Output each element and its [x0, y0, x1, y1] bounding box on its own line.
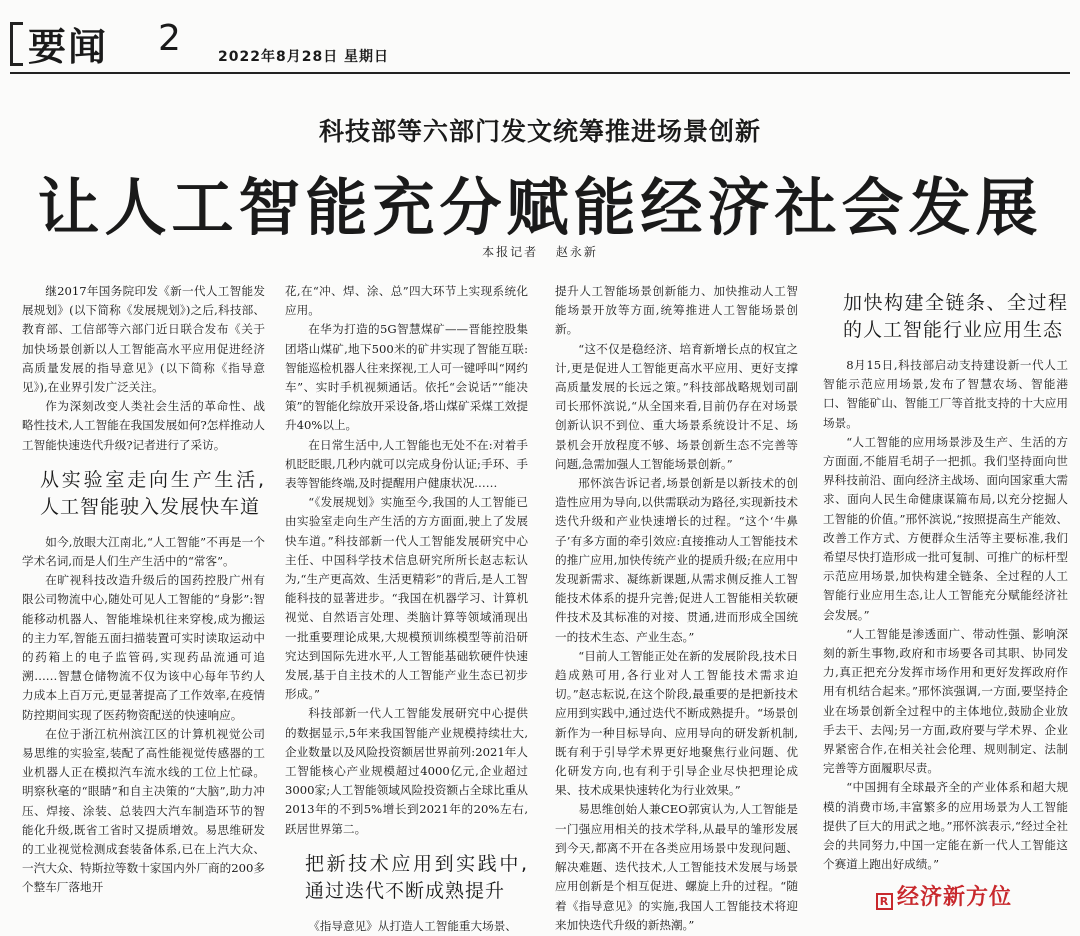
- article-column-2: [285, 282, 528, 933]
- paragraph: “目前人工智能正处在新的发展阶段,技术日趋成熟可用,各行业对人工智能技术需求迫切。”赵志耘说,在这个阶段,最重要的是把新技术应用到实践中,通过迭代不断成熟提升。“场景创新作为一种目标导向、应用导向的研发新机制,既有利于引导学术界更好地聚焦行业问题、优化研发方向,也有利于引导企业尽快把理论成果、技术成果快速转化为行业效果。”: [555, 648, 798, 798]
- masthead: [10, 16, 1070, 74]
- paragraph: 在旷视科技改造升级后的国药控股广州有限公司物流中心,随处可见人工智能的“身影”:智能移动机器人、智能堆垛机往来穿梭,成为搬运的主力军,智能五面扫描装置可实时读取运动中的药箱上的电子监管码,实现药品流通可追溯……智慧仓储物流不仅为该中心每年节约人力成本上百万元,更显著提高了工作效率,在疫情防控期间实现了医药物资配送的快速响应。: [22, 573, 265, 722]
- paragraph: “人工智能是渗透面广、带动性强、影响深刻的新生事物,政府和市场要各司其职、协同发力,真正把充分发挥市场作用和更好发挥政府作用有机结合起来。”邢怀滨强调,一方面,要坚持企业在场景创新全过程中的主体地位,鼓励企业放手去干、去闯;另一方面,政府要与学术界、企业界紧密合作,在相关社会伦理、规则制定、法制完善等方面履职尽责。: [823, 626, 1068, 776]
- article-kicker: 科技部等六部门发文统筹推进场景创新: [318, 117, 761, 146]
- paragraph: “这不仅是稳经济、培育新增长点的权宜之计,更是促进人工智能更高水平应用、更好支撑高质量发展的长远之策。”科技部战略规划司副司长邢怀滨说,“从全国来看,目前仍存在对场景创新认识不到位、重大场景系统设计不足、场景机会开放程度不够、场景创新生态不完善等问题,急需加强人工智能场景创新。”: [555, 341, 798, 471]
- masthead-bracket: [10, 22, 23, 66]
- section-name: 要闻: [28, 25, 109, 69]
- paragraph: 在日常生活中,人工智能也无处不在:对着手机眨眨眼,几秒内就可以完成身份认证;手环、手表等智能终端,及时提醒用户健康状况……: [285, 437, 528, 491]
- paragraph: “人工智能的应用场景涉及生产、生活的方方面面,不能眉毛胡子一把抓。我们坚持面向世界科技前沿、面向经济主战场、面向国家重大需求、面向人民生命健康谋篇布局,以充分挖掘人工智能的价值。”邢怀滨说,“按照提高生产能效、改善工作方式、方便群众生活等主要标准,我们希望尽快打造形成一批可复制、可推广的标杆型示范应用场景,加快构建全链条、全过程的人工智能行业应用生态,让人工智能充分赋能经济社会发展。”: [823, 434, 1068, 622]
- paragraph: 科技部新一代人工智能发展研究中心提供的数据显示,5年来我国智能产业规模持续壮大,企业数量以及风险投资额居世界前列:2021年人工智能核心产业规模超过4000亿元,企业超过3000家;人工智能领域风险投资额占全球比重从2013年的不到5%增长到2021年的20%左右,跃居世界第二。: [285, 706, 528, 836]
- issue-date: 2022年8月28日 星期日: [218, 49, 390, 65]
- paragraph: 如今,放眼大江南北,“人工智能”不再是一个学术名词,而是人们生产生活中的“常客”。: [22, 534, 265, 569]
- paragraph: 在位于浙江杭州滨江区的计算机视觉公司易思维的实验室,装配了高性能视觉传感器的工业机器人正在模拟汽车流水线的工位上忙碌。明察秋毫的“眼睛”和自主决策的“大脑”,助力冲压、焊接、涂装、总装四大汽车制造环节的智能化升级,既省工省时又提质增效。易思维研发的工业视觉检测成套装备体系,已在上汽大众、一汽大众、特斯拉等数十家国内外厂商的200多个整车厂落地开: [22, 726, 265, 895]
- subheading: 把新技术应用到实践中,通过迭代不断成熟提升: [305, 852, 528, 902]
- paragraph: 提升人工智能场景创新能力、加快推动人工智能场景开放等方面,统筹推进人工智能场景创新。: [555, 284, 798, 337]
- subheading: 加快构建全链条、全过程的人工智能行业应用生态: [843, 292, 1068, 341]
- article-byline: [0, 243, 1080, 260]
- paragraph: 8月15日,科技部启动支持建设新一代人工智能示范应用场景,发布了智慧农场、智能港口、智能矿山、智能工厂等首批支持的十大应用场景。: [823, 358, 1068, 430]
- paragraph: 花,在“冲、焊、涂、总”四大环节上实现系统化应用。: [285, 284, 528, 318]
- brand-text: 经济新方位: [897, 885, 1013, 910]
- article-column-3: [555, 282, 798, 932]
- paragraph: 易思维创始人兼CEO郭寅认为,人工智能是一门强应用相关的技术学科,从最早的雏形发展到今天,都离不开在各类应用场景中发现问题、解决难题、迭代技术,人工智能技术发展与场景应用创新是个相互促进、螺旋上升的过程。“随着《指导意见》的实施,我国人工智能技术将迎来加快迭代升级的新热潮。”: [555, 802, 798, 932]
- paragraph: 作为深刻改变人类社会生活的革命性、战略性技术,人工智能在我国发展如何?怎样推动人工智能快速迭代升级?记者进行了采访。: [22, 399, 265, 452]
- paragraph: 在华为打造的5G智慧煤矿——晋能控股集团塔山煤矿,地下500米的矿井实现了智能互联:智能巡检机器人往来探视,工人可一键呼叫“网约车”、实时手机视频通话。依托“会说话”“能决策”的智能化综放开采设备,塔山煤矿采煤工效提升40%以上。: [285, 322, 528, 433]
- brand-logo-icon: R: [876, 893, 893, 910]
- byline-name: 赵永新: [555, 245, 598, 259]
- article-column-1: [22, 282, 265, 923]
- subheading: 从实验室走向生产生活,人工智能驶入发展快车道: [40, 468, 265, 518]
- page-number: 2: [158, 18, 181, 59]
- paragraph: 《指导意见》从打造人工智能重大场景、: [308, 918, 517, 933]
- paragraph: 继2017年国务院印发《新一代人工智能发展规划》(以下简称《发展规划》)之后,科技部、教育部、工信部等六部门近日联合发布《关于加快场景创新以人工智能高水平应用促进经济高质量发展的指导意见》(以下简称《指导意见》),在业界引发广泛关注。: [22, 284, 265, 395]
- article-column-4: [823, 282, 1068, 923]
- article-headline: 让人工智能充分赋能经济社会发展: [37, 171, 1043, 244]
- paragraph: “中国拥有全球最齐全的产业体系和超大规模的消费市场,丰富繁多的应用场景为人工智能提供了巨大的用武之地。”邢怀滨表示,“经过全社会的共同努力,中国一定能在新一代人工智能这个赛道上跑出好成绩。”: [823, 780, 1068, 872]
- paragraph: 邢怀滨告诉记者,场景创新是以新技术的创造性应用为导向,以供需联动为路径,实现新技术迭代升级和产业快速增长的过程。“这个‘牛鼻子’有多方面的牵引效应:直接推动人工智能技术的推广应用,加快传统产业的提质升级;在应用中发现新需求、凝练新课题,从需求侧反推人工智能技术体系的提升完善;促进人工智能相关软硬件技术及其标准的对接、贯通,进而形成全国统一的技术生态、产业生态。”: [555, 476, 798, 644]
- paragraph: “《发展规划》实施至今,我国的人工智能已由实验室走向生产生活的方方面面,驶上了发展快车道。”科技部新一代人工智能发展研究中心主任、中国科学技术信息研究所所长赵志耘认为,“生产更高效、生活更精彩”的背后,是人工智能科技的显著进步。“我国在机器学习、计算机视觉、自然语言处理、类脑计算等领域涌现出一批重要理论成果,大规模预训练模型等前沿研究达到国际先进水平,人工智能基础软硬件快速发展,基于自主技术的人工智能产业生态已初步形成。”: [285, 495, 528, 702]
- byline-role: 本报记者: [482, 245, 539, 259]
- column-brand-label: [876, 880, 1012, 911]
